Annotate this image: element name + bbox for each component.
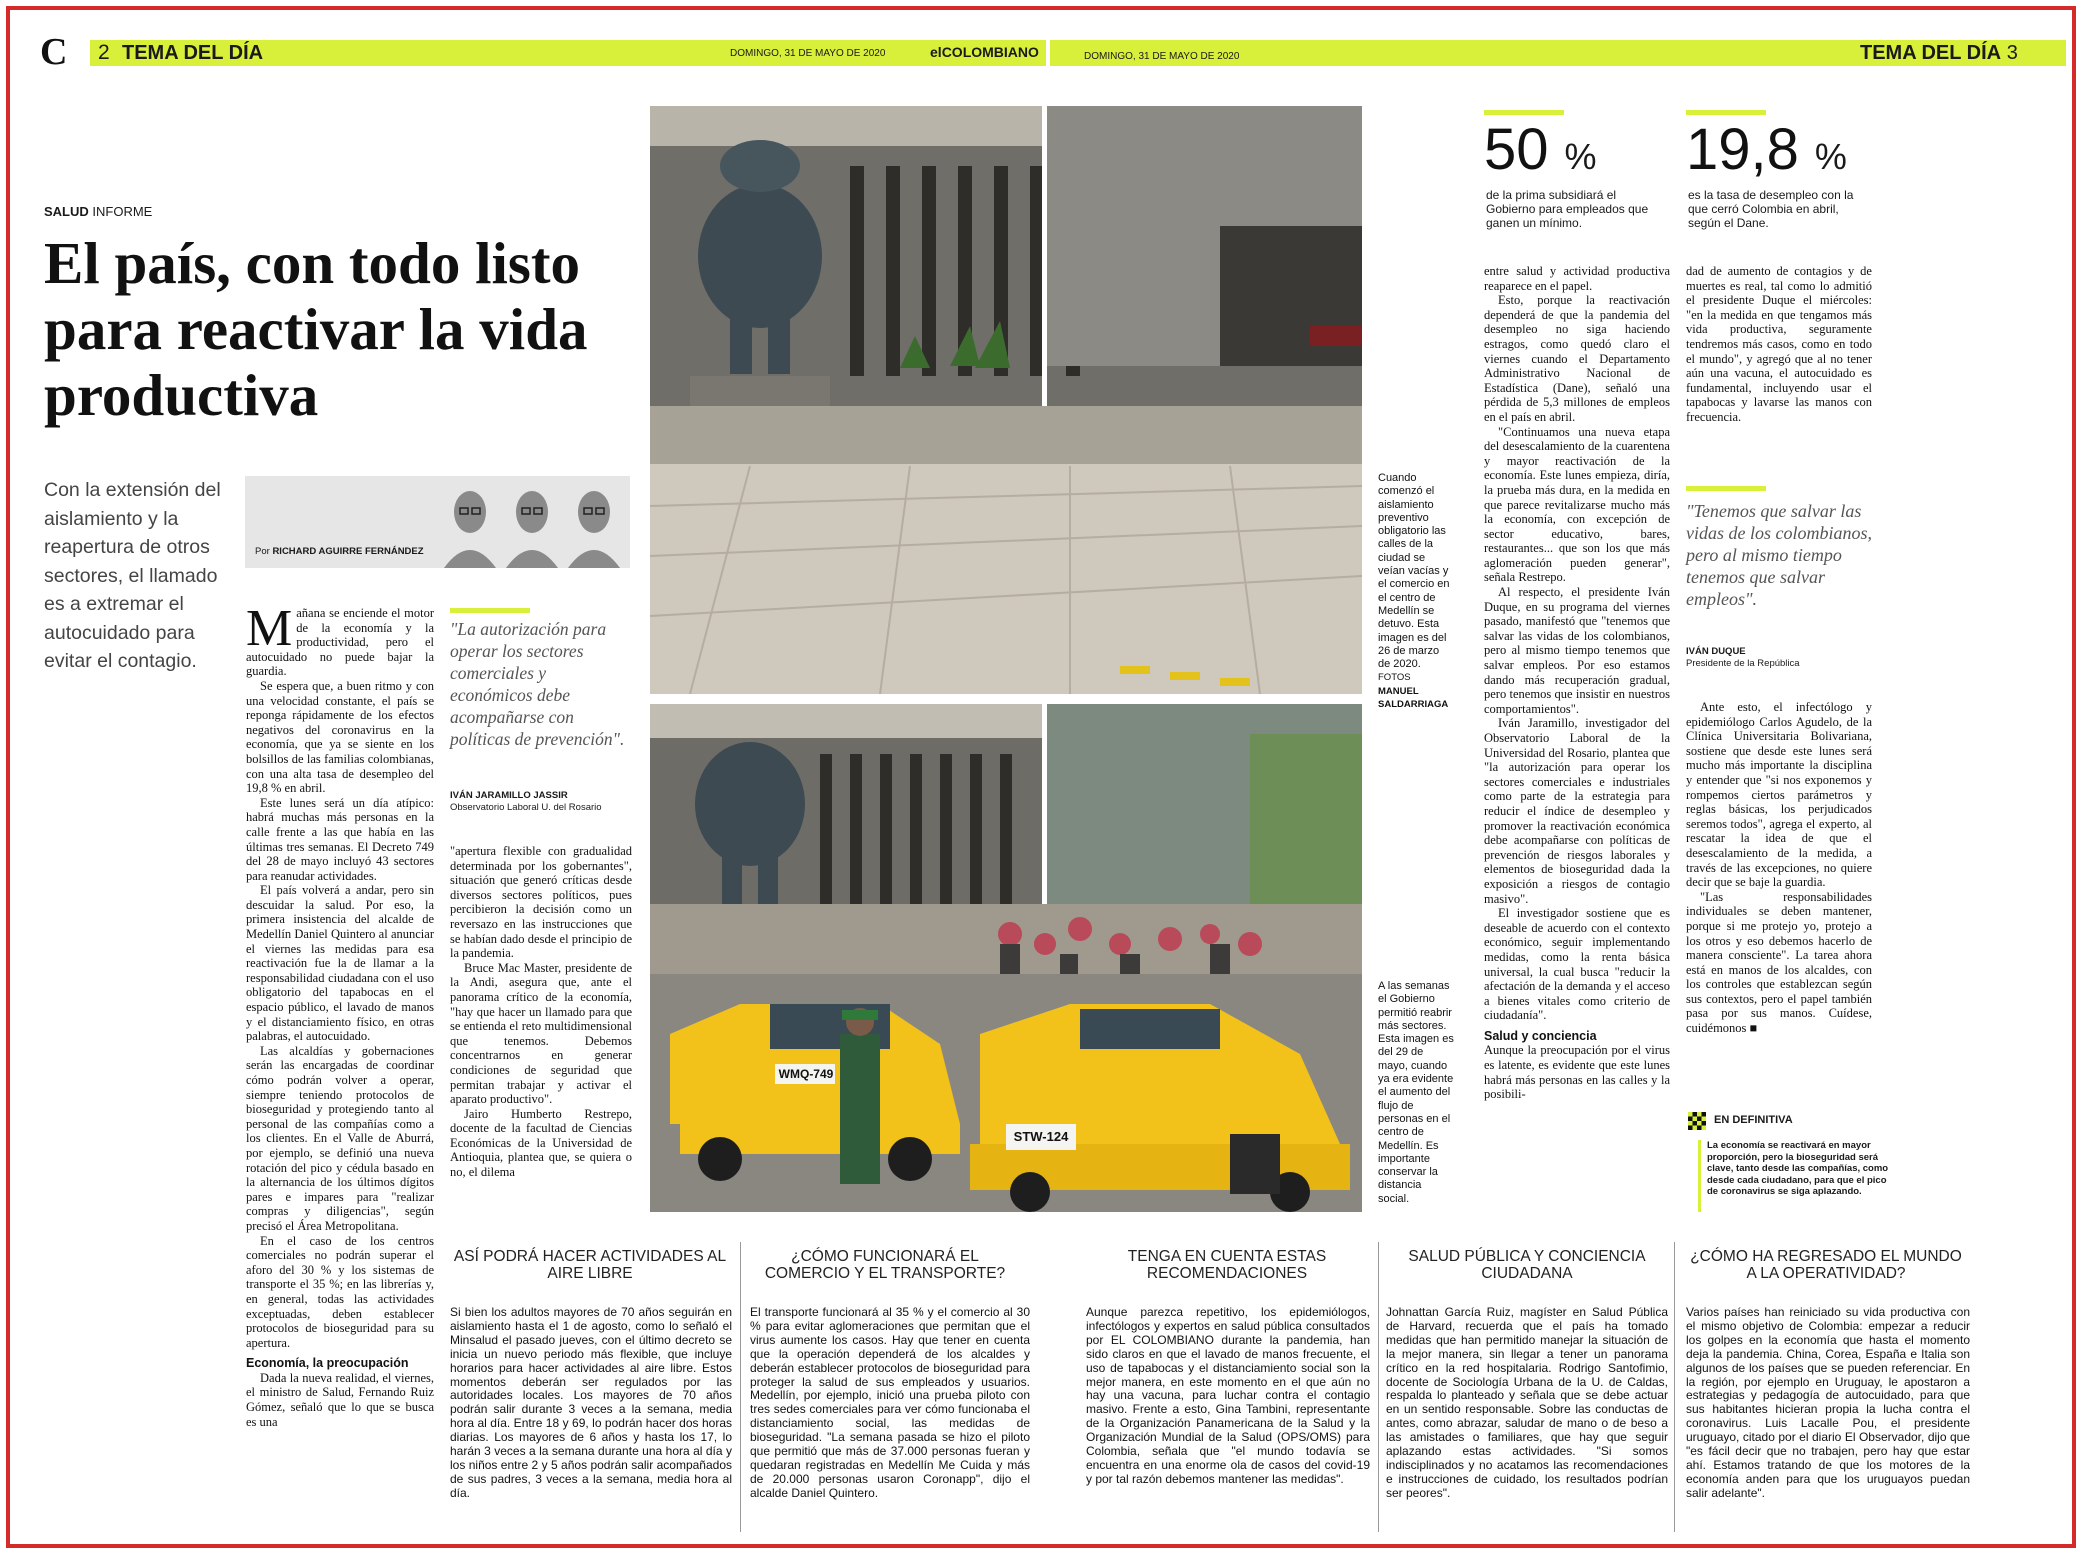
paragraph: Esto, porque la reactivación dependerá de que la pandemia del desempleo no siga haciendo estragos, como quedó claro el viernes cuando el Departamento Administrativo Nacional de Estadística (Dane), señaló una pérdida de 5,3 millones de empleos en el país en abril. (1484, 293, 1670, 424)
paragraph: El investigador sostiene que es deseable de acuerdo con el contexto económico, seguir implementando medidas, como la renta básica universal, la cual busca "reducir la afectación de la demanda y el acceso a bienes vitales como criterio de ciudadanía". (1484, 906, 1670, 1023)
box-title-commerce: ¿CÓMO FUNCIONARÁ EL COMERCIO Y EL TRANSPORTE? (764, 1248, 1006, 1282)
author-portraits (440, 480, 626, 568)
en-definitiva-box: La economía se reactivará en mayor proporción, pero la bioseguridad será clave, tanto desde las compañías, como desde cada ciudadano, para que el pico de coronavirus se siga aplazando. (1698, 1140, 1889, 1212)
taxi-plate-2: STW-124 (1013, 1129, 1069, 1144)
box-text-recommendations: Aunque parezca repetitivo, los epidemiólogos, infectólogos y expertos en salud pública consultados por EL COLOMBIANO durante la pandemia, han sido claros en que el lavado de manos frecuente, el uso de tapabocas y el distanciamiento social son la mejor manera, en este momento en el que aún no hay una vacuna, para luchar contra el contagio masivo. Frente a esto, Gina Tambini, representante de la Organización Panamericana de la Salud y la Organización Mundial de la Salud (OPS/OMS) para Colombia, señala que "el mundo todavía se encuentra en una enorme ola de casos del covid-19 y por tal razón debemos mantener las medidas". (1086, 1306, 1370, 1486)
photo-caption-top-text: Cuando comenzó el aislamiento preventivo obligatorio las calles de la ciudad se veían vacías y el comercio en el centro de Medellín se detuvo. Esta imagen es del 26 de marzo de 2020. (1378, 472, 1450, 671)
header-date-left: DOMINGO, 31 DE MAYO DE 2020 (730, 48, 886, 59)
paragraph: Dada la nueva realidad, el viernes, el ministro de Salud, Fernando Ruiz Gómez, señaló que lo que se busca es una (246, 1370, 434, 1429)
stat-accent-1 (1484, 110, 1564, 115)
paragraph: Aunque la preocupación por el virus es latente, es evidente que este lunes habrá más personas en las calles y la posibili- (1484, 1043, 1670, 1102)
brand-suffix: COLOMBIANO (941, 44, 1039, 60)
photo-credit-prefix: FOTOS (1378, 672, 1411, 684)
photo-empty-street (650, 106, 1362, 694)
photo-caption-top (1378, 472, 1454, 711)
paragraph: "apertura flexible con gradualidad determinada por los gobernantes", situación que generó críticas desde diversos sectores políticos, pues percibieron la decisión como un reversazo en las instrucciones que se habían dado desde el principio de la pandemia. (450, 844, 632, 961)
pull-quote-role-right: Presidente de la República (1686, 658, 1800, 669)
end-mark-icon: ■ (1749, 1021, 1758, 1036)
stat-unit: % (1814, 136, 1847, 177)
stat-unit: % (1564, 136, 1597, 177)
stat-value-2 (1686, 117, 1847, 182)
paragraph: En el caso de los centros comerciales no podrán superar el aforo del 30 % y los sistemas de transporte el 35 %; en las librerías y, en general, todas las actividades exceptuadas, deben establecer protocolos de bioseguridad para su apertura. (246, 1233, 434, 1350)
pull-quote-author-left: IVÁN JARAMILLO JASSIR (450, 790, 568, 801)
paragraph: "Continuamos una nueva etapa del desescalamiento de la cuarentena y mayor reactivación de la economía. Este lunes empieza, diría, la prueba más dura, en la medida en que parece revitalizarse mucho más la economía, con excepción de sector educativo, bares, restaurantes... que son los que más aglomeración pueden generar", señala Restrepo. (1484, 424, 1670, 585)
paragraph: entre salud y actividad productiva reaparece en el papel. (1484, 264, 1670, 293)
box-text-commerce: El transporte funcionará al 35 % y el comercio al 30 % para evitar aglomeraciones que permitan que el virus aumente los casos. Hay que tener en cuenta que la operación dependerá de los alcaldes y deberán establecer protocolos de bioseguridad para proteger la salud de sus empleados y usuarios. Medellín, por ejemplo, inició una prueba piloto con tres sedes comerciales para ver cómo funcionaba el distanciamiento social, las medidas de bioseguridad. "La semana pasada se hizo el piloto que permitió que más de 37.000 personas fueran y quedaran registradas en Medellín Me Cuida y más de 20.000 personas usaron Coronapp", dijo el alcalde Daniel Quintero. (750, 1306, 1030, 1500)
logo: C (40, 31, 68, 73)
paragraph: dad de aumento de contagios y de muertes es real, tal como lo admitió el presidente Duque el miércoles: "en la medida en que tengamos más vida productiva, seguramente tendremos más casos, como en todo el mundo", y agregó que al no tener aún una vacuna, el autocuidado es fundamental, incluyendo usar el tapabocas y lavarse las manos con frecuencia. (1686, 264, 1872, 424)
paragraph: Se espera que, a buen ritmo y con una velocidad constante, el país se reponga rápidamente de los efectos negativos del coronavirus en la economía, que ya se siente en los bolsillos de las familias colombianas, con una alta tasa de desempleo del 19,8 % en abril. (246, 678, 434, 796)
box-title-outdoor: ASÍ PODRÁ HACER ACTIVIDADES AL AIRE LIBRE (453, 1248, 727, 1282)
section-label-right-text: TEMA DEL DÍA (1860, 42, 2002, 64)
paragraph: Al respecto, el presidente Iván Duque, en su programa del viernes pasado, manifestó que "tenemos que salvar las vidas de los colombianos, pero al mismo tiempo tenemos que salvar empleos. Por eso estamos dando más recuperación gradual, pero tenemos que insistir en nuestros comportamientos". (1484, 585, 1670, 716)
photo-empty-street-image (650, 106, 1362, 694)
headline: El país, con todo listo para reactivar la vida productiva (44, 230, 588, 428)
pull-quote-author-right: IVÁN DUQUE (1686, 646, 1746, 657)
quote-accent-left (450, 608, 530, 613)
checker-icon (1688, 1112, 1706, 1130)
body-column-4-bottom (1686, 700, 1872, 1088)
byline-box (245, 476, 630, 568)
paragraph: Este lunes será un día atípico: habrá muchas más personas en la calle frente a las que había en las últimas tres semanas. El Decreto 749 del 28 de mayo incluyó 43 sectores para reanudar actividades. (246, 795, 434, 883)
section-label-left: TEMA DEL DÍA (122, 42, 264, 64)
en-definitiva-title: EN DEFINITIVA (1714, 1114, 1793, 1126)
body-column-2 (450, 844, 632, 1216)
box-text-outdoor: Si bien los adultos mayores de 70 años seguirán en aislamiento hasta el 1 de agosto, como lo señaló el Minsalud el pasado jueves, con el último decreto se inicia un nuevo periodo más flexible, que incluye horarios para hacer actividades al aire libre. Estos momentos deberán ser regulados por las autoridades locales. Los mayores de 70 años podrán salir durante 3 veces a la semana, media hora al día. Entre 18 y 69, lo podrán hacer dos horas diarias. Los mayores de 6 años y hasta los 17, lo harán 3 veces a la semana durante una hora al día y los niños entre 2 y 5 años podrán salir acompañados de sus padres, 3 veces a la semana, media hora al día. (450, 1306, 732, 1500)
paragraph: Iván Jaramillo, investigador del Observatorio Laboral de la Universidad del Rosario, plantea que "la autorización para operar los sectores comerciales e industriales como parte de la estrategia para reducir el índice de desempleo y promover la reactivación económica debe acompañarse con políticas de prevención de riesgos laborales y elementos de bioseguridad dada la exposición a riesgos de contagio masivo". (1484, 716, 1670, 906)
quote-accent-right (1686, 486, 1766, 491)
box-text-public-health: Johnattan García Ruiz, magíster en Salud Pública de Harvard, recuerda que el país ha tomado medidas que han permitido manejar la situación de la mejor manera, sin llegar a tener un panorama crítico en la red hospitalaria. Rodrigo Santofimio, docente de Sociología Urbana de la U. de Caldas, respalda lo planteado y señala que se debe actuar en un sentido responsable. Sobre las conductas de antes, como abrazar, saludar de mano o de beso a las amistades o familiares, que hay que seguir aplazando estas actividades. "Si somos indisciplinados y no acatamos las recomendaciones e instrucciones de cuidado, los resultados podrían ser peores". (1386, 1306, 1668, 1500)
stat-value-1 (1484, 117, 1597, 182)
pull-quote-role-left: Observatorio Laboral U. del Rosario (450, 802, 602, 813)
page-number-right: 3 (2006, 42, 2018, 64)
stat-number: 19,8 (1686, 117, 1799, 182)
stat-number: 50 (1484, 117, 1549, 182)
kicker-type: INFORME (92, 204, 153, 219)
taxi-plate-1: WMQ-749 (778, 1067, 834, 1081)
byline-prefix: Por (255, 546, 270, 557)
lede: Con la extensión del aislamiento y la reapertura de otros sectores, el llamado es a extremar el autocuidado para evitar el contagio. (44, 479, 221, 672)
paragraph: El país volverá a andar, pero sin descuidar la salud. Por eso, la primera insistencia del alcalde de Medellín Daniel Quintero al anunciar el viernes las medidas para esa reactivación fue la de llamar a la responsabilidad ciudadana con el uso obligatorio del tapabocas en el espacio público, el lavado de manos y el distanciamiento físico, en otras palabras, el autocuidado. (246, 883, 434, 1044)
pull-quote-right: "Tenemos que salvar las vidas de los colombianos, pero al mismo tiempo tenemos que salvar empleos". (1686, 501, 1872, 609)
stat-accent-2 (1686, 110, 1766, 115)
paragraph (1686, 890, 1872, 1036)
divider (740, 1242, 741, 1532)
paragraph: añana se enciende el motor de la economía y la productividad, pero el autocuidado no puede bajar la guardia. (246, 606, 434, 679)
subhead: Economía, la preocupación (246, 1356, 409, 1371)
subhead: Salud y conciencia (1484, 1028, 1597, 1043)
photo-busy-street (650, 704, 1362, 1212)
byline (255, 546, 424, 557)
body-column-4-top (1686, 264, 1872, 460)
page-number-left: 2 (98, 41, 110, 64)
box-title-recommendations: TENGA EN CUENTA ESTAS RECOMENDACIONES (1127, 1248, 1327, 1282)
brand-prefix: el (930, 44, 942, 60)
byline-name: RICHARD AGUIRRE FERNÁNDEZ (272, 546, 424, 557)
box-text-world: Varios países han reiniciado su vida productiva con el mismo objetivo de Colombia: empezar a reducir los golpes en la economía que hasta el momento deja la pandemia. China, Corea, España e Italia son algunos de los países que se pueden referenciar. En la región, por ejemplo en Uruguay, le apostaron a estrategias y pedagogía de autocuidado, para que sus habitantes hicieran propia la lucha contra el coronavirus. Luis Lacalle Pou, el presidente uruguayo, citado por el diario El Observador, dijo que "es fácil decir que no trabajen, pero hay que estar ahí. Estamos tratando de que los motores de la economía anden para que los uruguayos puedan salir adelante". (1686, 1306, 1970, 1500)
kicker (44, 204, 152, 219)
brand-name (930, 44, 1039, 60)
pull-quote-left: "La autorización para operar los sectores comerciales y económicos debe acompañarse con políticas de prevención". (450, 619, 625, 749)
box-title-public-health: SALUD PÚBLICA Y CONCIENCIA CIUDADANA (1408, 1248, 1646, 1282)
newspaper-spread (6, 6, 2076, 1548)
divider (1674, 1242, 1675, 1532)
paragraph-text: "Las responsabilidades individuales se deben mantener, porque si me protejo yo, protejo a los otros y eso debemos hacerlo de manera consciente". La tarea ahora está en manos de los alcaldes, con los controles que establezcan según sus contextos, pero el papel también pasa por sus manos. Cuídese, cuidémonos (1686, 889, 1872, 1036)
header-date-right: DOMINGO, 31 DE MAYO DE 2020 (1084, 51, 1240, 62)
paragraph: Ante esto, el infectólogo y epidemiólogo Carlos Agudelo, de la Clínica Universitaria Bolivariana, sostiene que desde este lunes será mucho más importante la disciplina y entender que "si nos exponemos y rompemos ciertos parámetros y reglas básicas, los perjudicados seremos todos", agrega el experto, al rescatar la idea de que el desescalamiento de la medida, a través de las excepciones, no quiere decir que se baje la guardia. (1686, 700, 1872, 890)
paragraph: Jairo Humberto Restrepo, docente de la facultad de Ciencias Económicas de la Universidad de Antioquia, plantea que, se quiera o no, el dilema (450, 1106, 632, 1180)
kicker-section: SALUD (44, 204, 89, 219)
drop-cap: M (246, 606, 293, 657)
body-column-1 (246, 606, 434, 1534)
body-column-3 (1484, 264, 1670, 1216)
box-title-world: ¿CÓMO HA REGRESADO EL MUNDO A LA OPERATIVIDAD? (1690, 1248, 1962, 1282)
photo-caption-bottom: A las semanas el Gobierno permitió reabrir más sectores. Esta imagen es del 29 de mayo, cuando ya era evidente el aumento del flujo de personas en el centro de Medellín. Es importante conservar la distancia social. (1378, 980, 1454, 1205)
stat-desc-1: de la prima subsidiará el Gobierno para empleados que ganen un mínimo. (1486, 188, 1649, 230)
photo-credit: MANUEL SALDARRIAGA (1378, 685, 1449, 711)
paragraph: Bruce Mac Master, presidente de la Andi, asegura que, ante el panorama crítico de la economía, "hay que hacer un llamado para que se entienda el reto multidimensional que tenemos. Debemos concentrarnos en generar condiciones de seguridad que permitan trabajar y activar el aparato productivo". (450, 960, 632, 1107)
section-label-right (1860, 42, 2018, 64)
paragraph: Las alcaldías y gobernaciones serán las encargadas de coordinar cómo podrán volver a operar, siempre teniendo protocolos de bioseguridad y protegiendo tanto al personal de las compañías como a los clientes. En el Valle de Aburrá, por ejemplo, se definió una nueva rotación del pico y cédula basado en la alternancia de los últimos dígitos pares e impares para "realizar compras y diligencias", según precisó el Área Metropolitana. (246, 1043, 434, 1233)
divider (1378, 1242, 1379, 1532)
stat-desc-2: es la tasa de desempleo con la que cerró Colombia en abril, según el Dane. (1688, 188, 1854, 230)
photo-busy-street-image (650, 704, 1362, 1212)
